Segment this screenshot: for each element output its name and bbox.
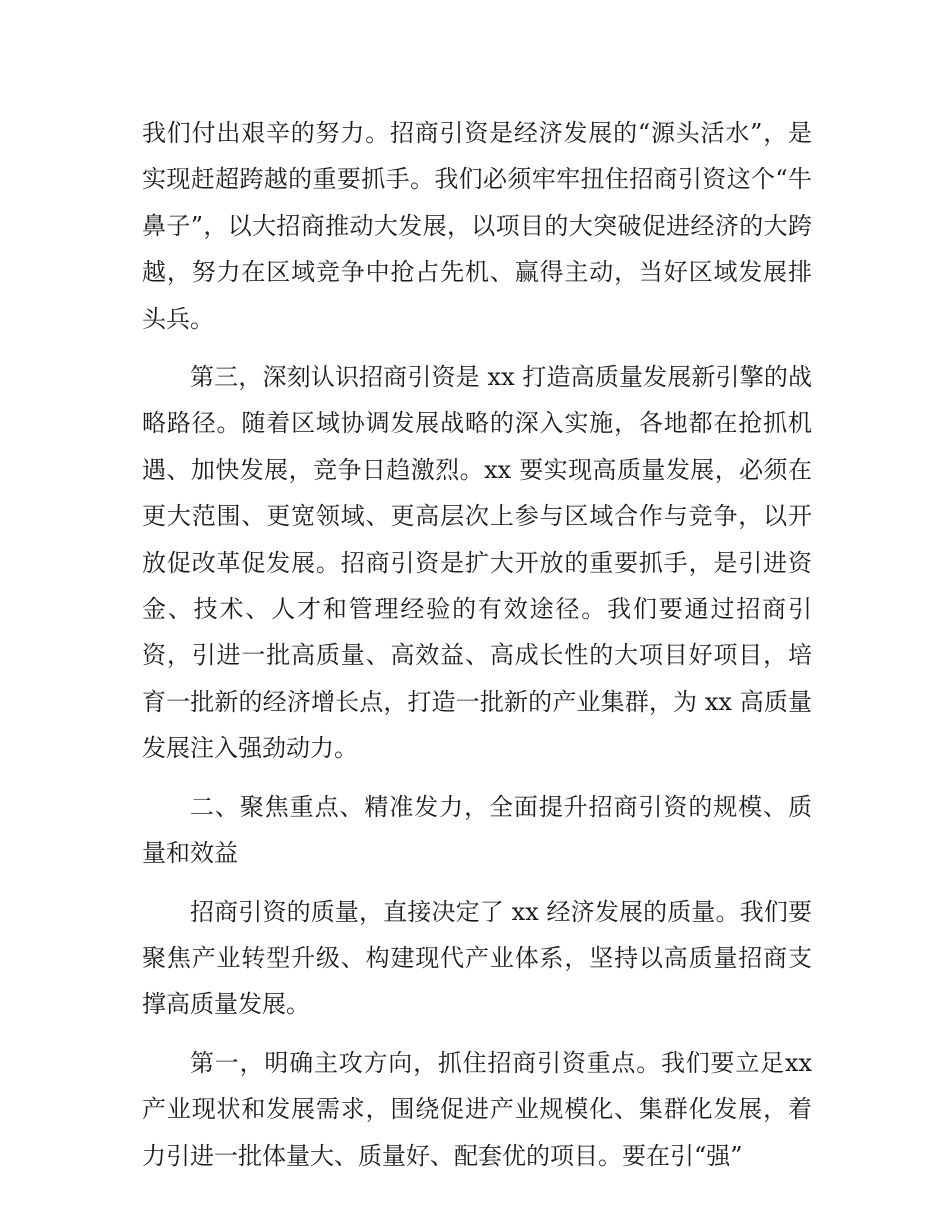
paragraph-point-one: 第一，明确主攻方向，抓住招商引资重点。我们要立足xx 产业现状和发展需求，围绕促进产业规模化、集群化发展，着力引进一批体量大、质量好、配套优的项目。要在引“强”: [142, 1048, 812, 1170]
paragraph-point-three: 第三，深刻认识招商引资是 xx 打造高质量发展新引擎的战略路径。随着区域协调发展战略的深入实施，各地都在抢抓机遇、加快发展，竞争日趋激烈。xx 要实现高质量发展，必须在更大范围、更宽领域、更高层次上参与区域合作与竞争，以开放促改革促发展。招商引资是扩大开放的重要抓手，是引进资金、技术、人才和管理经验的有效途径。我们要通过招商引资，引进一批高质量、高效益、高成长性的大项目好项目，培育一批新的经济增长点，打造一批新的产业集群，为 xx 高质量发展注入强劲动力。: [142, 363, 812, 763]
section-heading-two: 二、聚焦重点、精准发力，全面提升招商引资的规模、质量和效益: [142, 792, 812, 868]
paragraph-continuation: 我们付出艰辛的努力。招商引资是经济发展的“源头活水”，是实现赶超跨越的重要抓手。我们必须牢牢扭住招商引资这个“牛鼻子”，以大招商推动大发展，以项目的大突破促进经济的大跨越，努力在区域竞争中抢占先机、赢得主动，当好区域发展排头兵。: [142, 119, 812, 333]
document-body: [142, 110, 812, 1191]
paragraph-section-intro: 招商引资的质量，直接决定了 xx 经济发展的质量。我们要聚焦产业转型升级、构建现代产业体系，坚持以高质量招商支撑高质量发展。: [142, 897, 812, 1019]
